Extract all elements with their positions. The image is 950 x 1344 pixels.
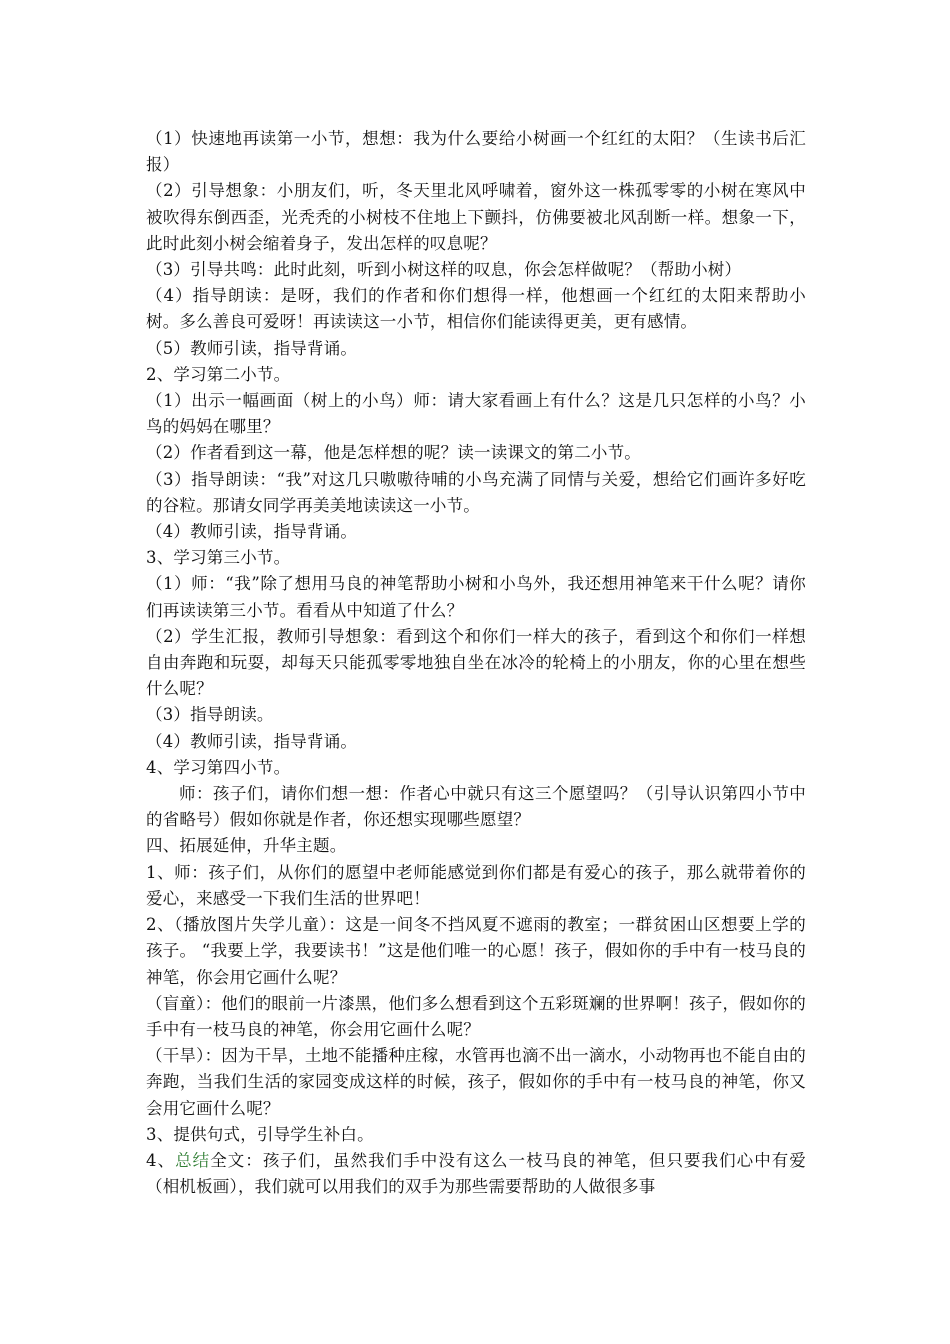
section-heading: 2、学习第二小节。 <box>146 364 291 384</box>
paragraph: （4）指导朗读：是呀，我们的作者和你们想得一样，他想画一个红红的太阳来帮助小树。多么善良可爱呀！再读读这一小节，相信你们能读得更美，更有感情。 <box>146 286 806 332</box>
paragraph-text: 全文：孩子们，虽然我们手中没有这么一枝马良的神笔，但只要我们心中有爱（相机板画），我们就可以用我们的双手为那些需要帮助的人做很多事 <box>146 1150 806 1197</box>
paragraph: （4）教师引读，指导背诵。 <box>146 522 358 542</box>
section-heading: 4、学习第四小节。 <box>146 757 291 777</box>
paragraph: （盲童）：他们的眼前一片漆黑，他们多么想看到这个五彩斑斓的世界啊！孩子，假如你的手中有一枝马良的神笔，你会用它画什么呢？ <box>146 993 806 1039</box>
paragraph: （5）教师引读，指导背诵。 <box>146 338 358 358</box>
paragraph: （2）引导想象：小朋友们，听，冬天里北风呼啸着，窗外这一株孤零零的小树在寒风中被吹得东倒西歪，光秃秃的小树枝不住地上下颤抖，仿佛要被北风刮断一样。想象一下，此时此刻小树会缩着身子，发出怎样的叹息呢？ <box>146 181 806 253</box>
paragraph-last <box>146 1148 806 1200</box>
paragraph: （4）教师引读，指导背诵。 <box>146 731 358 751</box>
paragraph: （1）师：“我”除了想用马良的神笔帮助小树和小鸟外，我还想用神笔来干什么呢？请你们再读读第三小节。看看从中知道了什么？ <box>146 574 806 620</box>
paragraph: （1）出示一幅画面（树上的小鸟）师：请大家看画上有什么？这是几只怎样的小鸟？小鸟的妈妈在哪里？ <box>146 391 806 437</box>
section-heading: 四、拓展延伸，升华主题。 <box>146 836 347 856</box>
paragraph: （3）引导共鸣：此时此刻，听到小树这样的叹息，你会怎样做呢？（帮助小树） <box>146 260 742 280</box>
paragraph: 3、提供句式，引导学生补白。 <box>146 1124 374 1144</box>
paragraph: （3）指导朗读。 <box>146 705 274 725</box>
paragraph: （1）快速地再读第一小节，想想：我为什么要给小树画一个红红的太阳？（生读书后汇报） <box>146 129 806 175</box>
highlighted-word: 总结 <box>175 1150 211 1170</box>
paragraph: 1、师：孩子们，从你们的愿望中老师能感觉到你们都是有爱心的孩子，那么就带着你的爱心，来感受一下我们生活的世界吧！ <box>146 862 806 908</box>
paragraph: （2）学生汇报，教师引导想象：看到这个和你们一样大的孩子，看到这个和你们一样想自由奔跑和玩耍，却每天只能孤零零地独自坐在冰冷的轮椅上的小朋友，你的心里在想些什么呢？ <box>146 626 806 699</box>
paragraph: 师：孩子们，请你们想一想：作者心中就只有这三个愿望吗？（引导认识第四小节中的省略号）假如你就是作者，你还想实现哪些愿望？ <box>146 784 806 830</box>
section-heading: 3、学习第三小节。 <box>146 548 291 568</box>
paragraph: （2）作者看到这一幕，他是怎样想的呢？读一读课文的第二小节。 <box>146 443 641 463</box>
document-body <box>146 126 806 1200</box>
paragraph: （3）指导朗读：“我”对这几只嗷嗷待哺的小鸟充满了同情与关爱，想给它们画许多好吃的谷粒。那请女同学再美美地读读这一小节。 <box>146 469 806 515</box>
paragraph-prefix: 4、 <box>146 1150 176 1170</box>
paragraph: 2、（播放图片失学儿童）：这是一间冬不挡风夏不遮雨的教室；一群贫困山区想要上学的孩子。 “我要上学，我要读书！”这是他们唯一的心愿！孩子，假如你的手中有一枝马良的神笔，你会用它画什么呢？ <box>146 915 806 987</box>
paragraph: （干旱）：因为干旱，土地不能播种庄稼，水管再也滴不出一滴水，小动物再也不能自由的奔跑，当我们生活的家园变成这样的时候，孩子，假如你的手中有一枝马良的神笔，你又会用它画什么呢？ <box>146 1046 806 1118</box>
